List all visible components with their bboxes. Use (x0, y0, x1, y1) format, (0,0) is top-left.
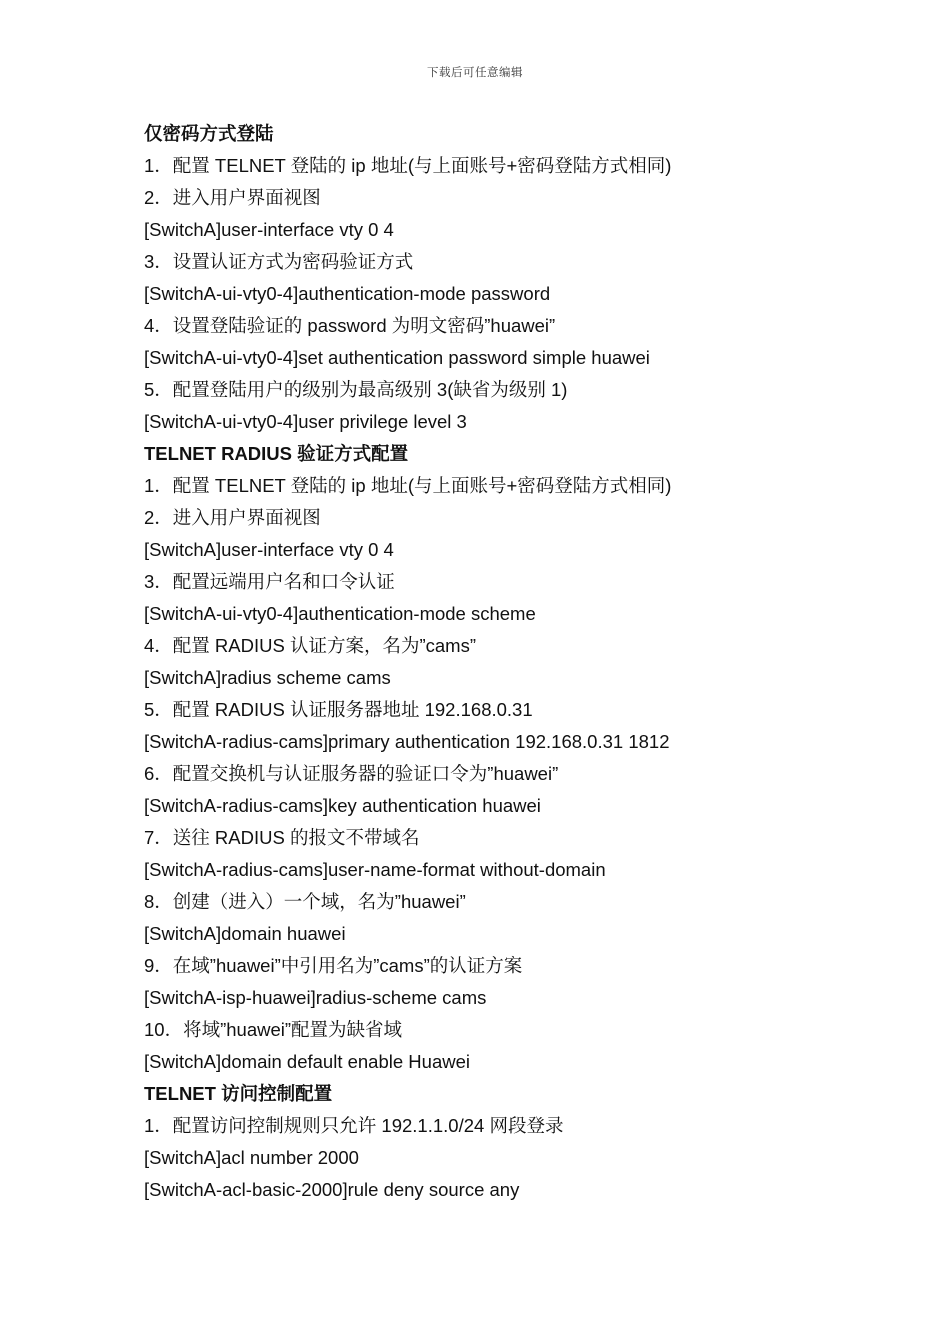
step-line: 9．在域”huawei”中引用名为”cams”的认证方案 (144, 955, 523, 976)
command-line: [SwitchA]radius scheme cams (144, 667, 391, 688)
command-line: [SwitchA-isp-huawei]radius-scheme cams (144, 987, 487, 1008)
command-line: [SwitchA-ui-vty0-4]authentication-mode scheme (144, 603, 536, 624)
document-body (144, 118, 844, 1206)
command-line: [SwitchA-acl-basic-2000]rule deny source any (144, 1179, 520, 1200)
command-line: [SwitchA]user-interface vty 0 4 (144, 219, 394, 240)
step-line: 2．进入用户界面视图 (144, 187, 321, 208)
command-line: [SwitchA]acl number 2000 (144, 1147, 359, 1168)
step-line: 4．设置登陆验证的 password 为明文密码”huawei” (144, 315, 556, 336)
step-line: 6．配置交换机与认证服务器的验证口令为”huawei” (144, 763, 559, 784)
step-line: 5．配置登陆用户的级别为最高级别 3(缺省为级别 1) (144, 379, 568, 400)
step-line: 1．配置 TELNET 登陆的 ip 地址(与上面账号+密码登陆方式相同) (144, 155, 672, 176)
step-line: 10．将域”huawei”配置为缺省域 (144, 1019, 403, 1040)
page-header: 下载后可任意编辑 (427, 65, 523, 79)
step-line: 7．送往 RADIUS 的报文不带域名 (144, 827, 420, 848)
command-line: [SwitchA-ui-vty0-4]user privilege level 3 (144, 411, 467, 432)
command-line: [SwitchA-ui-vty0-4]authentication-mode password (144, 283, 551, 304)
step-line: 2．进入用户界面视图 (144, 507, 321, 528)
step-line: 1．配置 TELNET 登陆的 ip 地址(与上面账号+密码登陆方式相同) (144, 475, 672, 496)
command-line: [SwitchA-radius-cams]key authentication huawei (144, 795, 541, 816)
step-line: 3．配置远端用户名和口令认证 (144, 571, 395, 592)
step-line: 5．配置 RADIUS 认证服务器地址 192.168.0.31 (144, 699, 533, 720)
command-line: [SwitchA]user-interface vty 0 4 (144, 539, 394, 560)
step-line: 1．配置访问控制规则只允许 192.1.1.0/24 网段登录 (144, 1115, 564, 1136)
section-heading: TELNET 访问控制配置 (144, 1083, 333, 1104)
step-line: 3．设置认证方式为密码验证方式 (144, 251, 414, 272)
command-line: [SwitchA]domain huawei (144, 923, 346, 944)
command-line: [SwitchA-radius-cams]primary authentication 192.168.0.31 1812 (144, 731, 670, 752)
section-heading: TELNET RADIUS 验证方式配置 (144, 443, 409, 464)
section-heading: 仅密码方式登陆 (144, 123, 274, 144)
step-line: 8．创建（进入）一个域，名为”huawei” (144, 891, 466, 912)
step-line: 4．配置 RADIUS 认证方案，名为”cams” (144, 635, 476, 656)
command-line: [SwitchA]domain default enable Huawei (144, 1051, 470, 1072)
command-line: [SwitchA-radius-cams]user-name-format without-domain (144, 859, 606, 880)
command-line: [SwitchA-ui-vty0-4]set authentication password simple huawei (144, 347, 650, 368)
